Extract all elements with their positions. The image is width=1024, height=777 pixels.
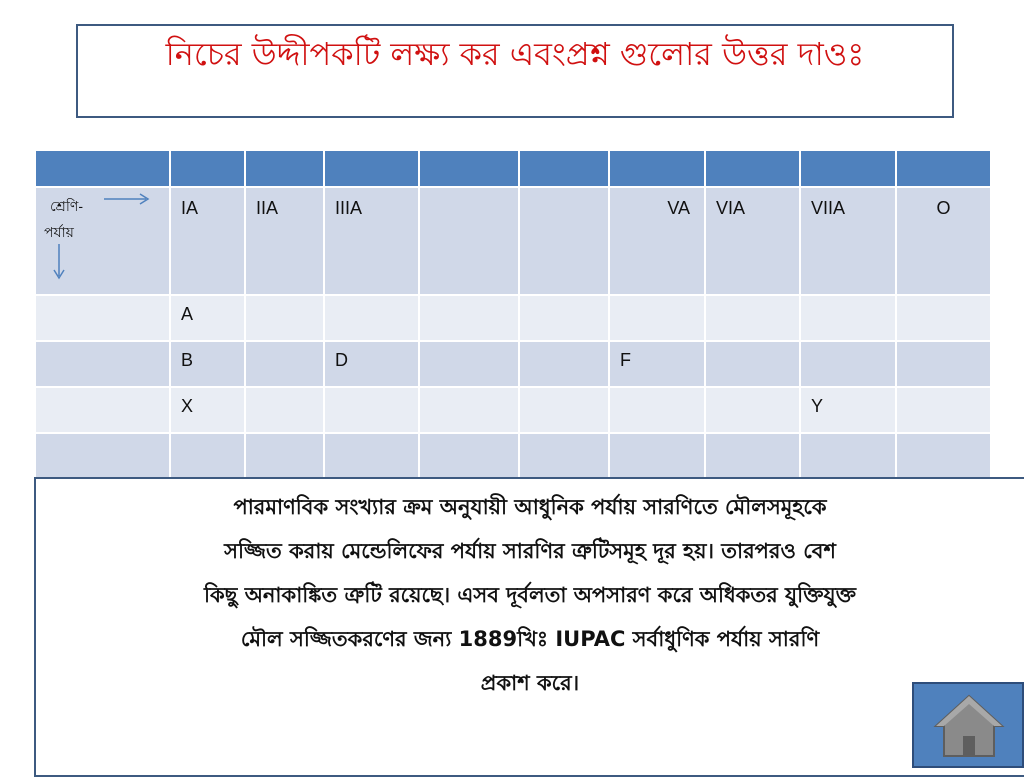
group-label-row bbox=[35, 187, 991, 295]
paragraph-line: মৌল সজ্জিতকরণের জন্য 1889খিঃ IUPAC সর্বাধুণিক পর্যায় সারণি bbox=[240, 627, 820, 651]
paragraph-line: পারমাণবিক সংখ্যার ক্রম অনুযায়ী আধুনিক পর্যায় সারণিতে মৌলসমূহকে bbox=[233, 495, 827, 519]
table-row bbox=[35, 433, 991, 479]
element-cell bbox=[245, 295, 324, 341]
element-cell bbox=[324, 387, 419, 433]
group-header-cell: VIA bbox=[705, 187, 800, 295]
element-cell bbox=[705, 295, 800, 341]
table-row bbox=[35, 295, 991, 341]
element-cell bbox=[419, 433, 519, 479]
element-cell bbox=[896, 341, 991, 387]
element-cell bbox=[519, 341, 609, 387]
element-cell bbox=[705, 387, 800, 433]
element-cell bbox=[705, 433, 800, 479]
element-cell: A bbox=[170, 295, 245, 341]
paragraph-line: সজ্জিত করায় মেন্ডেলিফের পর্যায় সারণির ত্রুটিসমূহ দূর হয়। তারপরও বেশ bbox=[224, 539, 836, 563]
element-cell bbox=[896, 295, 991, 341]
element-cell: B bbox=[170, 341, 245, 387]
group-header-cell bbox=[519, 187, 609, 295]
element-cell bbox=[896, 433, 991, 479]
element-cell: X bbox=[170, 387, 245, 433]
period-label: পর্যায় bbox=[44, 224, 74, 240]
element-cell bbox=[800, 433, 896, 479]
element-cell: D bbox=[324, 341, 419, 387]
home-icon bbox=[932, 690, 1006, 762]
title-box bbox=[76, 24, 954, 118]
corner-cell bbox=[35, 187, 170, 295]
element-cell bbox=[245, 341, 324, 387]
element-cell bbox=[609, 433, 705, 479]
group-label: শ্রেণি- bbox=[50, 198, 83, 214]
element-cell bbox=[324, 433, 419, 479]
arrow-right-icon bbox=[102, 192, 152, 206]
group-header-cell: IIA bbox=[245, 187, 324, 295]
group-header-cell: O bbox=[896, 187, 991, 295]
element-cell bbox=[519, 433, 609, 479]
element-cell bbox=[896, 387, 991, 433]
table-row bbox=[35, 387, 991, 433]
element-cell bbox=[245, 433, 324, 479]
group-header-cell bbox=[419, 187, 519, 295]
element-cell bbox=[609, 387, 705, 433]
group-header-cell: VIIA bbox=[800, 187, 896, 295]
paragraph-line: কিছু অনাকাঙ্কিত ত্রুটি রয়েছে। এসব দূর্বলতা অপসারণ করে অধিকতর যুক্তিযুক্ত bbox=[203, 583, 857, 607]
element-cell bbox=[519, 295, 609, 341]
periodic-table-grid bbox=[34, 149, 992, 480]
arrow-down-icon bbox=[52, 242, 66, 282]
table-header-row bbox=[35, 150, 991, 187]
element-cell bbox=[419, 295, 519, 341]
group-header-cell: IA bbox=[170, 187, 245, 295]
table-row bbox=[35, 341, 991, 387]
group-header-cell: VA bbox=[609, 187, 705, 295]
element-cell: F bbox=[609, 341, 705, 387]
paragraph-box bbox=[34, 477, 1024, 777]
element-cell bbox=[705, 341, 800, 387]
element-cell bbox=[519, 387, 609, 433]
element-cell bbox=[800, 341, 896, 387]
element-cell bbox=[245, 387, 324, 433]
element-cell bbox=[609, 295, 705, 341]
element-cell bbox=[419, 341, 519, 387]
element-cell bbox=[800, 295, 896, 341]
paragraph-line: প্রকাশ করে। bbox=[480, 671, 580, 695]
element-cell: Y bbox=[800, 387, 896, 433]
element-cell bbox=[419, 387, 519, 433]
home-button[interactable] bbox=[912, 682, 1024, 768]
element-cell bbox=[170, 433, 245, 479]
group-header-cell: IIIA bbox=[324, 187, 419, 295]
paragraph-text bbox=[36, 485, 1024, 705]
element-cell bbox=[324, 295, 419, 341]
slide-title: নিচের উদ্দীপকটি লক্ষ্য কর এবংপ্রশ্ন গুলোর উত্তর দাওঃ bbox=[165, 35, 865, 73]
